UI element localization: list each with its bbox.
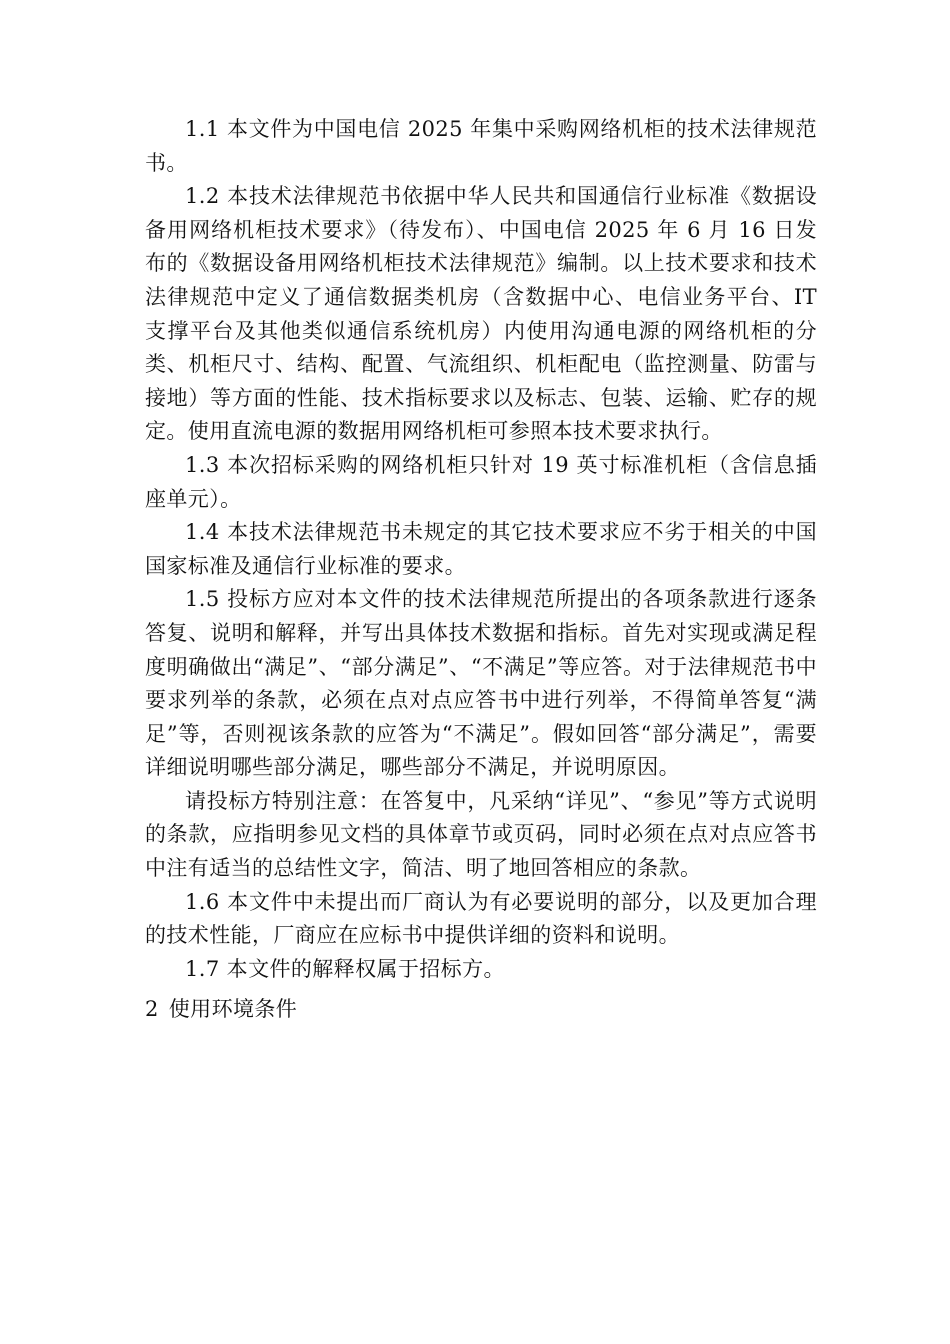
paragraph-1-3: 1.3 本次招标采购的网络机柜只针对 19 英寸标准机柜（含信息插座单元）。 <box>145 452 817 511</box>
paragraph-1-2: 1.2 本技术法律规范书依据中华人民共和国通信行业标准《数据设备用网络机柜技术要求》（待发布）、中国电信 2025 年 6 月 16 日发布的《数据设备用网络机柜技术法律规范》编制。以上技术要求和技术法律规范中定义了通信数据类机房（含数据中心、电信业务平台、IT 支撑平台及其他类似通信系统机房）内使用沟通电源的网络机柜的分类、机柜尺寸、结构、配置、气流组织、机柜配电（监控测量、防雷与接地）等方面的性能、技术指标要求以及标志、包装、运输、贮存的规定。使用直流电源的数据用网络机柜可参照本技术要求执行。 <box>145 184 817 444</box>
section-title: 使用环境条件 <box>168 997 298 1022</box>
section-heading <box>145 993 817 1027</box>
paragraph-1-7: 1.7 本文件的解释权属于招标方。 <box>185 956 505 981</box>
paragraph-notice: 请投标方特别注意：在答复中，凡采纳“详见”、“参见”等方式说明的条款，应指明参见文档的具体章节或页码，同时必须在点对点应答书中注有适当的总结性文字，简洁、明了地回答相应的条款。 <box>145 788 817 881</box>
paragraph-1-5: 1.5 投标方应对本文件的技术法律规范所提出的各项条款进行逐条答复、说明和解释，并写出具体技术数据和指标。首先对实现或满足程度明确做出“满足”、“部分满足”、“不满足”等应答。对于法律规范书中要求列举的条款，必须在点对点应答书中进行列举，不得简单答复“满足”等，否则视该条款的应答为“不满足”。假如回答“部分满足”，需要详细说明哪些部分满足，哪些部分不满足，并说明原因。 <box>145 587 817 780</box>
section-number: 2 <box>145 997 159 1022</box>
document-body <box>145 113 817 1027</box>
paragraph-1-6: 1.6 本文件中未提出而厂商认为有必要说明的部分，以及更加合理的技术性能，厂商应在应标书中提供详细的资料和说明。 <box>145 889 817 948</box>
paragraph-1-4: 1.4 本技术法律规范书未规定的其它技术要求应不劣于相关的中国国家标准及通信行业标准的要求。 <box>145 520 817 578</box>
paragraph-1-1: 1.1 本文件为中国电信 2025 年集中采购网络机柜的技术法律规范书。 <box>145 117 817 175</box>
